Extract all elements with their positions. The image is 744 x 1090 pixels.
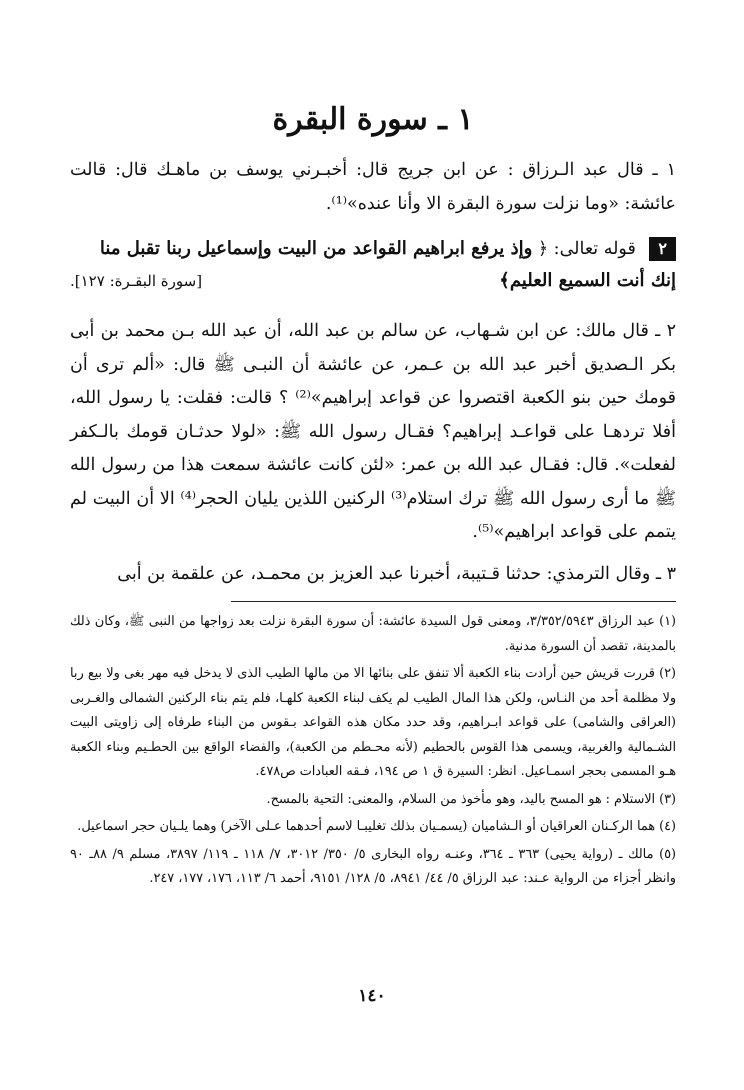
hadith-1: ١ ـ قال عبد الـرزاق : عن ابن جريج قال: أخبـرني يوسف بن ماهـك قال: قالت عائشة: «وما نزلت سورة البقرة الا وأنا عنده»⁽¹⁾. bbox=[70, 160, 676, 214]
footnote-5: (٥) مالك ـ (رواية يحيى) ٣٦٣ ـ ٣٦٤، وعنـه رواه البخارى ٥/ ٣٥٠/ ٣٠١٢، ٧/ ١١٨ ـ ١١٩/ ٣٨٩٧، مسلم ٩/ ٨٨ـ ٩٠ وانظر أجزاء من الرواية عـند: عبد الرزاق ٥/ ٤٤/ ٨٩٤١، ٥/ ١٢٨/ ٩١٥١، أحمد ٦/ ١١٣، ١٧٦، ١٧٧، ٢٤٧. bbox=[70, 846, 676, 886]
footnote-separator bbox=[231, 601, 676, 602]
footnote-3: (٣) الاستلام : هو المسح باليد، وهو مأخوذ من السلام، والمعنى: التحية بالمسح. bbox=[266, 791, 676, 807]
footnote-4: (٤) هما الركـنان العراقيان أو الـشاميان (يسمـيان بذلك تغليبـا لاسم أحدهما عـلى الآخر) وهما يلـيان حجر اسماعيل. bbox=[77, 819, 676, 834]
verse-section bbox=[70, 233, 676, 297]
page-number: ١٤٠ bbox=[358, 986, 386, 1006]
footnote-1: (١) عبد الرزاق ٣/٣٥٢/٥٩٤٣، ومعنى قول السيدة عائشة: أن سورة البقرة نزلت بعد زواجها من النبى ﷺ، وكان ذلك بالمدينة، تقصد أن السورة مدنية. bbox=[70, 614, 676, 654]
verse-reference: [سورة البقـرة: ١٢٧]. bbox=[70, 272, 203, 290]
verse-section-number: ٢ bbox=[649, 237, 676, 261]
footnotes bbox=[70, 610, 676, 892]
hadith-3: ٣ ـ وقال الترمذي: حدثنا قـتيبة، أخبرنا عبد العزيز بن محمـد، عن علقمة بن أبى bbox=[117, 563, 676, 584]
surah-title: ١ ـ سورة البقرة bbox=[272, 102, 474, 137]
hadith-2: ٢ ـ قال مالك: عن ابن شـهاب، عن سالم بن عبد الله، أن عبد الله بـن محمد بن أبى بكر الـصديق أخبر عبد الله بن عـمر، عن عائشة أن النبـى ﷺ قال: «ألم ترى أن قومك حين بنو الكعبة اقتصروا عن قواعد إبراهيم»⁽²⁾ ؟ قالت: فقلت: يا رسول الله، أفلا تردهـا على قواعـد إبراهيم؟ فقـال رسول الله ﷺ: «لولا حدثـان قومك بالـكفر لفعلت». قال: فقـال عبد الله بن عمر: «لئن كانت عائشة سمعت هذا من رسول الله ﷺ ما أرى رسول الله ﷺ ترك استلام⁽³⁾ الركنين اللذين يليان الحجر⁽⁴⁾ الا أن البيت لم يتمم على قواعد ابراهيم»⁽⁵⁾. bbox=[70, 321, 676, 542]
footnote-2: (٢) قررت قريش حين أرادت بناء الكعبة ألا تنفق على بنائها الا من مالها الطيب الذى لا يدخل فيه مهر بغى ولا بيع ربا ولا مظلمة أحد من النـاس، ولكن هذا المال الطيب لم يكف لبناء الكعبة كلهـا، فلم يتم بناء الركنين الشمالى والغـربى (العراقى والشامى) على قواعد ابـراهيم، وقد حدد مكان هذه القواعد بـقوس من البناء طرفاه إلى زاويتى البيت الشـمالية والغربية، ويسمى هذا القوس بالحطيم (لأنه محـطم من الكعبة)، والفضاء الواقع بين الحطـيم وبناء الكعبة هـو المسمى بحجر اسمـاعيل. انظر: السيرة ق ١ ص ١٩٤، فـقه العبادات ص٤٧٨. bbox=[70, 666, 676, 779]
page-content bbox=[70, 100, 676, 895]
quran-verse: وإذ يرفع ابراهيم القواعد من البيت وإسماعيل ربنا تقبل منا إنك أنت السميع العليم﴾ bbox=[99, 238, 676, 291]
verse-intro: قوله تعالى: ﴿ bbox=[537, 239, 636, 259]
